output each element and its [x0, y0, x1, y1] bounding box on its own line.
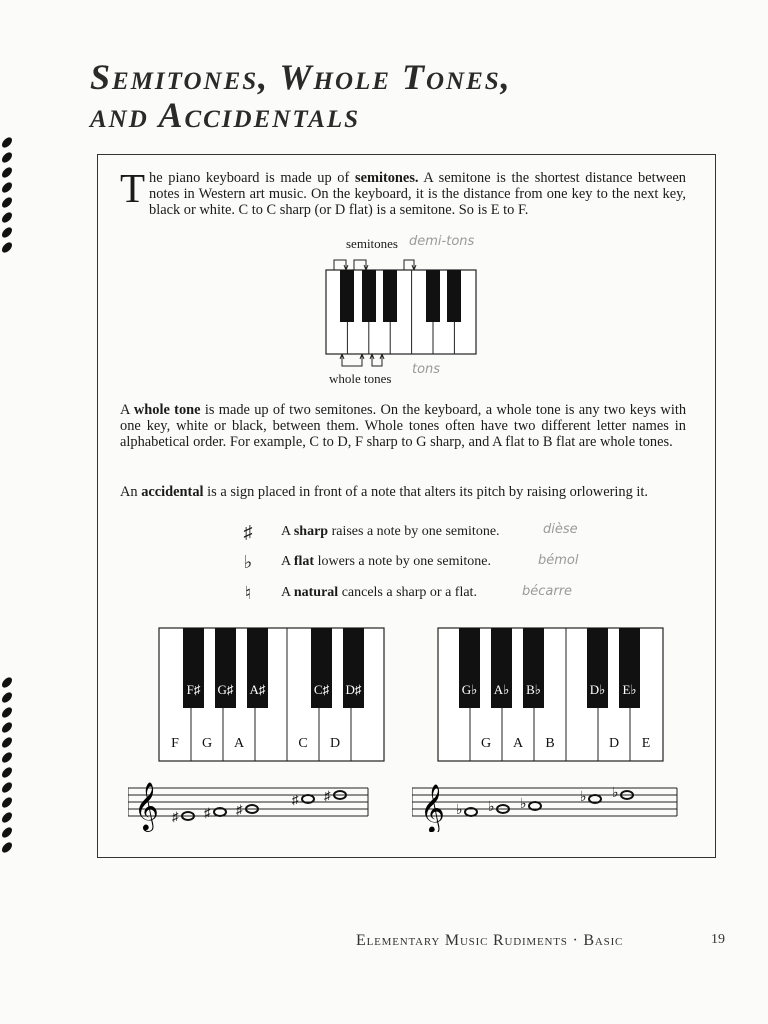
semitones-label: semitones [346, 236, 398, 251]
title-line-2: and Accidentals [90, 95, 361, 135]
flat-bold: flat [293, 554, 315, 569]
svg-text:♯: ♯ [292, 792, 299, 807]
accidental-bold-term: accidental [141, 484, 204, 500]
black-key-label: G♯ [217, 682, 234, 697]
keyboard-flats [437, 627, 667, 763]
sharp-bold: sharp [293, 524, 329, 539]
flat-text-pre: A [281, 554, 294, 569]
black-key-label: A♭ [493, 682, 510, 697]
staff-sharps [128, 776, 378, 832]
spiral-binding-top [0, 132, 20, 252]
black-key-label: A♯ [249, 682, 266, 697]
white-key-label: C [298, 736, 308, 751]
black-key-label: C♯ [313, 682, 330, 697]
accidental-paragraph [120, 484, 686, 500]
staff-flats [412, 776, 682, 832]
whole-tones-label: whole tones [329, 371, 392, 386]
black-key-label: B♭ [526, 682, 541, 697]
whole-tone-paragraph [120, 402, 686, 450]
black-key-label: D♭ [589, 682, 606, 697]
spiral-binding-bottom [0, 672, 20, 852]
flat-handwritten-note: bémol [538, 553, 579, 568]
drop-cap: T [120, 165, 146, 211]
intro-paragraph [120, 165, 687, 218]
small-keyboard-keys [326, 270, 476, 354]
svg-text:♯: ♯ [172, 809, 179, 824]
natural-text-pre: A [281, 585, 294, 600]
natural-handwritten-note: bécarre [522, 584, 573, 599]
white-key-label: B [545, 736, 555, 751]
white-key-label: D [329, 736, 341, 751]
flat-symbol: ♭ [243, 552, 253, 572]
natural-symbol: ♮ [244, 583, 252, 603]
page-number: 19 [711, 932, 725, 947]
svg-text:♭: ♭ [612, 786, 619, 801]
svg-text:♯: ♯ [204, 805, 211, 820]
accidental-text-post: is a sign placed in front of a note that alters its pitch by raising orlowering it. [203, 484, 648, 500]
white-key-label: F [171, 736, 179, 751]
black-key-label: D♯ [345, 682, 362, 697]
whole-tones-handwritten-note: tons [412, 362, 441, 377]
svg-text:♭: ♭ [580, 790, 587, 805]
svg-text:♯: ♯ [324, 788, 331, 803]
black-key-label: G♭ [461, 682, 478, 697]
black-key-label: E♭ [622, 682, 637, 697]
title-line-1: Semitones, Whole Tones, [90, 57, 512, 97]
page-title [90, 58, 512, 134]
intro-text-post: A semitone is the shortest distance between notes in Western art music. On the keyboard, it is the distance from one key to the next key, black or white. C to C sharp (or D flat) is a semitone. So is E to F. [149, 170, 687, 218]
sharp-text-post: raises a note by one semitone. [328, 524, 500, 539]
white-key-label: E [641, 736, 651, 751]
treble-clef-icon: 𝄞 [134, 784, 159, 830]
white-key-label: G [201, 736, 213, 751]
keyboard-sharps [158, 627, 388, 763]
svg-text:♭: ♭ [520, 797, 527, 812]
natural-bold: natural [293, 585, 339, 600]
semitones-handwritten-note: demi-tons [409, 234, 475, 249]
running-footer: Elementary Music Rudiments · Basic [356, 932, 624, 949]
svg-text:♭: ♭ [456, 803, 463, 818]
white-key-label: A [512, 736, 524, 751]
white-key-label: G [480, 736, 492, 751]
sharp-handwritten-note: dièse [543, 522, 578, 537]
intro-bold-term: semitones. [354, 170, 419, 186]
sharp-text-pre: A [281, 524, 294, 539]
keyboard-diagram-small [318, 250, 488, 370]
white-key-label: A [233, 736, 245, 751]
whole-tone-text-pre: A [120, 402, 134, 418]
flat-text-post: lowers a note by one semitone. [314, 554, 491, 569]
black-key-label: F♯ [186, 682, 201, 697]
natural-text-post: cancels a sharp or a flat. [338, 585, 477, 600]
whole-tone-text-post: is made up of two semitones. On the keyboard, a whole tone is any two keys with one key, white or black, between them. Whole tones often have two different letter names in alphabetical order. For example, C to D, F sharp to G sharp, and A flat to B flat are whole tones. [120, 402, 687, 450]
white-key-label: D [608, 736, 620, 751]
svg-text:♯: ♯ [236, 802, 243, 817]
svg-text:♭: ♭ [488, 800, 495, 815]
intro-text-pre: he piano keyboard is made up of [149, 170, 355, 186]
accidental-text-pre: An [120, 484, 142, 500]
treble-clef-icon: 𝄞 [420, 786, 445, 832]
sharp-symbol: ♯ [243, 522, 253, 542]
whole-tone-bold-term: whole tone [133, 402, 201, 418]
